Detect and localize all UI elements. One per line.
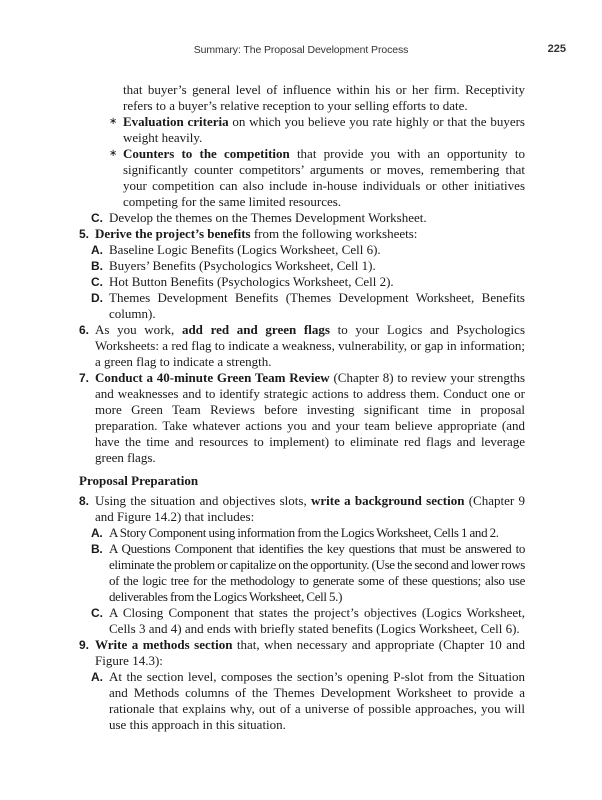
sub-text: Hot Button Benefits (Psychologics Worksheet, Cell 2). <box>109 274 394 289</box>
sub-text: Develop the themes on the Themes Development Worksheet. <box>109 210 427 225</box>
item-5 <box>79 226 525 242</box>
bullet-evaluation-criteria <box>79 114 525 146</box>
running-title: Summary: The Proposal Development Process <box>193 44 409 56</box>
item-6 <box>79 322 525 370</box>
body-text <box>79 82 525 733</box>
item-bold: add red and green flags <box>181 322 330 337</box>
item-text: that, when necessary and appropriate (Chapter 10 and Figure 14.3): <box>95 637 525 668</box>
sub-label: A. <box>91 526 103 540</box>
item-bold: Write a methods section <box>95 637 233 652</box>
intro-continuation: that buyer’s general level of influence within his or her firm. Receptivity refers to a buyer’s relative reception to your selling efforts to date. <box>123 82 525 113</box>
bullet-text: that provide you with an opportunity to significantly counter competitors’ arguments or moves, remembering that your competition can also include in-house individuals or other initiatives competing for the same limited resources. <box>123 146 525 209</box>
item-label: 6. <box>79 323 90 337</box>
page-number: 225 <box>547 43 566 55</box>
sub-text: Buyers’ Benefits (Psychologics Worksheet, Cell 1). <box>109 258 376 273</box>
running-header <box>0 43 602 59</box>
bullet-counters <box>79 146 525 210</box>
item-bold: Conduct a 40-minute Green Team Review <box>95 370 330 385</box>
item-8 <box>79 493 525 525</box>
item-9 <box>79 637 525 669</box>
item-pre: Using the situation and objectives slots, <box>95 493 311 508</box>
sub-label: B. <box>91 259 103 273</box>
item-5c <box>79 274 525 290</box>
item-8b <box>79 541 525 605</box>
sub-label: D. <box>91 291 103 305</box>
bullet-mark: ∗ <box>109 116 118 127</box>
item-5b <box>79 258 525 274</box>
item-label: 9. <box>79 638 90 652</box>
item-bold: Derive the project’s benefits <box>95 226 251 241</box>
bullet-text: on which you believe you rate highly or that the buyers weight heavily. <box>123 114 525 145</box>
item-text: (Chapter 9 and Figure 14.2) that includes: <box>95 493 525 524</box>
item-5a <box>79 242 525 258</box>
sub-label: C. <box>91 211 103 225</box>
sub-label: C. <box>91 275 103 289</box>
item-9a <box>79 669 525 733</box>
item-bold: write a background section <box>310 493 465 508</box>
item-label: 5. <box>79 227 90 241</box>
sub-text: A Story Component using information from the Logics Worksheet, Cells 1 and 2. <box>109 525 499 540</box>
bullet-mark: ∗ <box>109 148 118 159</box>
sub-text: A Closing Component that states the project’s objectives (Logics Worksheet, Cells 3 and 4) and ends with briefly stated benefits (Logics Worksheet, Cell 6). <box>109 605 525 636</box>
sub-text: Themes Development Benefits (Themes Development Worksheet, Benefits column). <box>109 290 525 321</box>
item-8a <box>79 525 525 541</box>
item-pre: As you work, <box>95 322 182 337</box>
item-4c <box>79 210 525 226</box>
sub-text: At the section level, composes the section’s opening P-slot from the Situation and Methods columns of the Themes Development Worksheet to provide a rationale that explains why, out of a universe of possible approaches, you will use this approach in this situation. <box>109 669 525 732</box>
item-text: to your Logics and Psychologics Worksheets: a red flag to indicate a weakness, vulnerability, or gap in information; a green flag to indicate a strength. <box>95 322 525 369</box>
bullet-bold: Counters to the competition <box>123 146 290 161</box>
section-heading: Proposal Preparation <box>79 473 199 488</box>
sub-label: A. <box>91 243 103 257</box>
item-7 <box>79 370 525 466</box>
sub-label: A. <box>91 670 103 684</box>
item-text: from the following worksheets: <box>250 226 418 241</box>
bullet-bold: Evaluation criteria <box>123 114 229 129</box>
sub-label: B. <box>91 542 103 556</box>
item-5d <box>79 290 525 322</box>
item-text: (Chapter 8) to review your strengths and weaknesses and to identify strategic actions to address them. Conduct one or more Green Team Reviews before investing significant time in proposal preparation. Take whatever actions you and your team believe appropriate (and have the time and resources to implement) to eliminate red flags and leverage green flags. <box>95 370 525 465</box>
sub-text: Baseline Logic Benefits (Logics Worksheet, Cell 6). <box>109 242 381 257</box>
item-8c <box>79 605 525 637</box>
sub-text: A Questions Component that identifies the key questions that must be answered to eliminate the problem or capitalize on the opportunity. (Use the second and lower rows of the logic tree for the methodology to generate some of these questions; also use deliverables from the Logics Worksheet, Cell 5.) <box>109 541 525 604</box>
item-label: 7. <box>79 371 90 385</box>
sub-label: C. <box>91 606 103 620</box>
item-label: 8. <box>79 494 90 508</box>
